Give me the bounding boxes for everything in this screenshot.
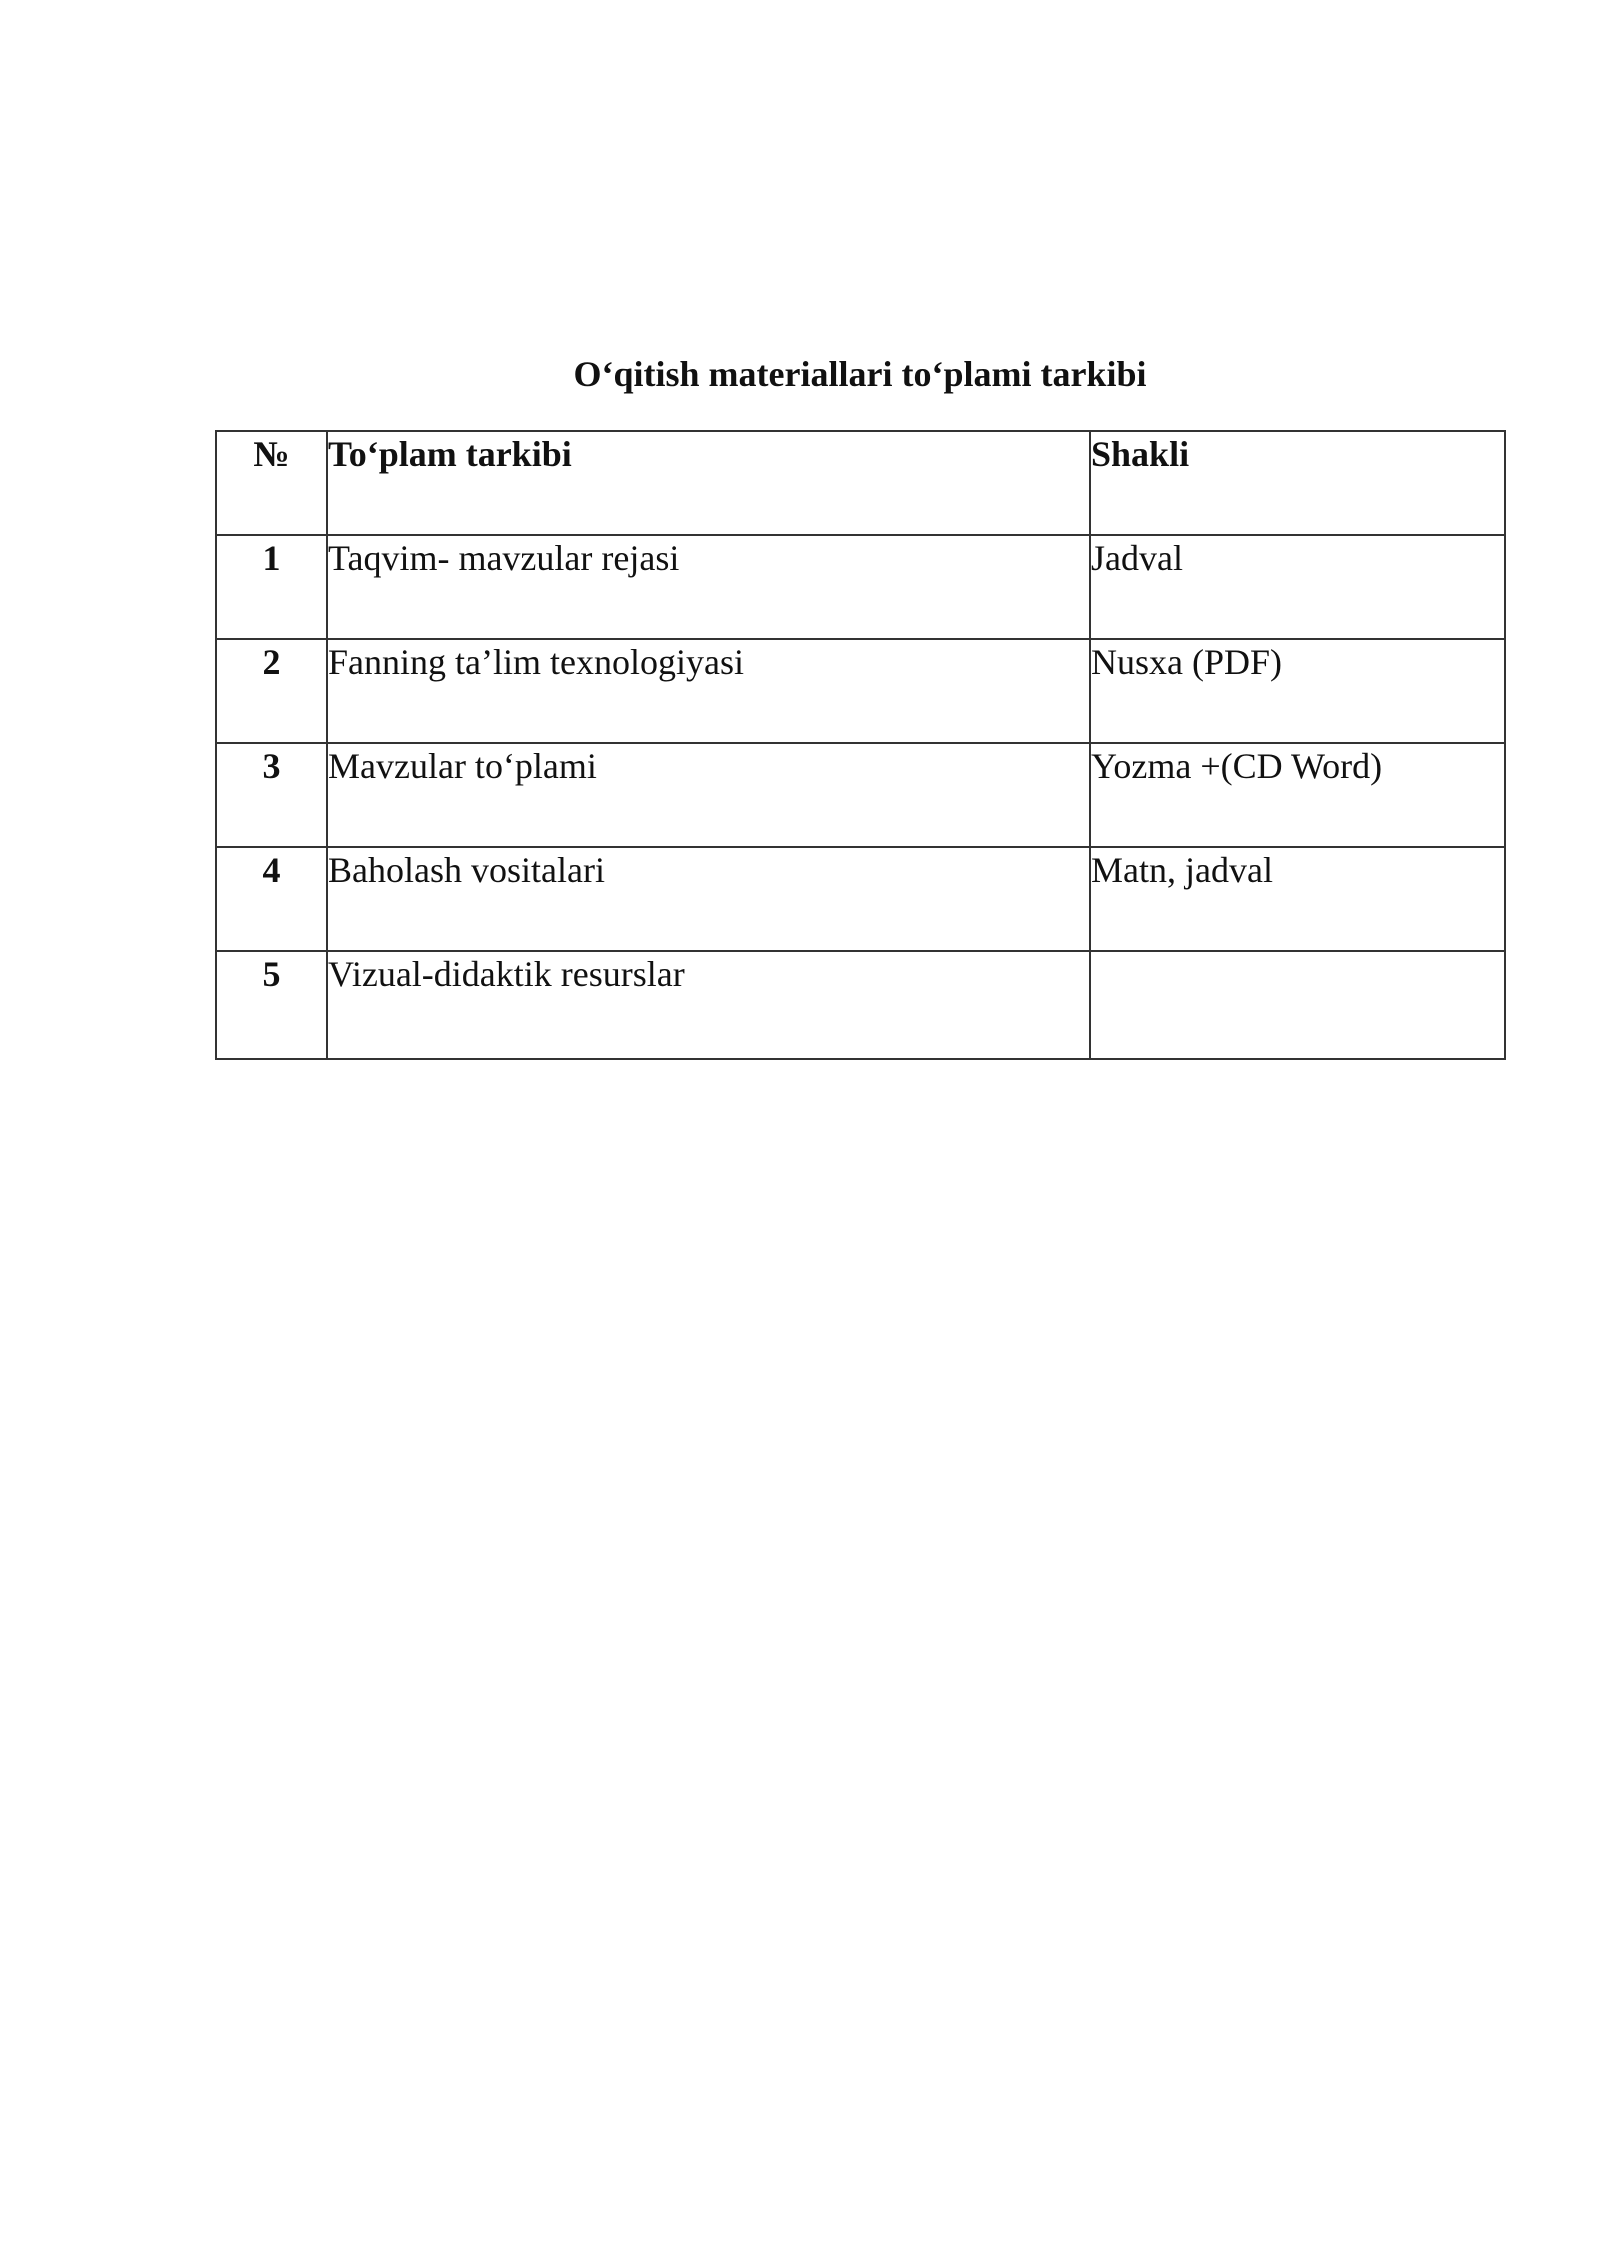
- row-content: Fanning ta’lim texnologiyasi: [327, 639, 1090, 743]
- row-number: 3: [216, 743, 327, 847]
- page-title: O‘qitish materiallari to‘plami tarkibi: [573, 354, 1147, 394]
- row-content: Taqvim- mavzular rejasi: [327, 535, 1090, 639]
- row-number: 1: [216, 535, 327, 639]
- table-row: [216, 847, 1505, 951]
- materials-table: [215, 430, 1506, 1060]
- table-row: [216, 535, 1505, 639]
- table-row: [216, 951, 1505, 1059]
- row-content: Mavzular to‘plami: [327, 743, 1090, 847]
- header-content: To‘plam tarkibi: [327, 431, 1090, 535]
- table-header-row: [216, 431, 1505, 535]
- row-form: Yozma +(CD Word): [1090, 743, 1505, 847]
- row-form: Jadval: [1090, 535, 1505, 639]
- row-number: 4: [216, 847, 327, 951]
- header-form: Shakli: [1090, 431, 1505, 535]
- row-form: Matn, jadval: [1090, 847, 1505, 951]
- header-number: №: [216, 431, 327, 535]
- row-content: Vizual-didaktik resurslar: [327, 951, 1090, 1059]
- row-number: 2: [216, 639, 327, 743]
- row-form: [1090, 951, 1505, 1059]
- table-row: [216, 639, 1505, 743]
- row-content: Baholash vositalari: [327, 847, 1090, 951]
- table-row: [216, 743, 1505, 847]
- row-number: 5: [216, 951, 327, 1059]
- row-form: Nusxa (PDF): [1090, 639, 1505, 743]
